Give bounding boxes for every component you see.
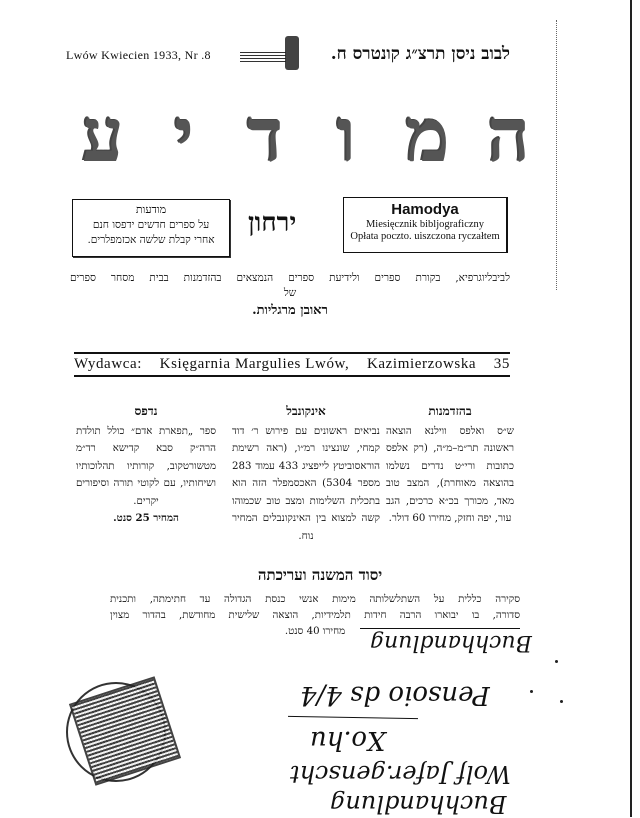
intro-line: לביבליוגרפיא, בקורת ספרים ולידיעת ספרים הנמצאים בהזדמנות בבית מסחר ספרים: [70, 272, 510, 284]
page-edge: [630, 0, 632, 817]
column-heading: בהזדמנות: [428, 404, 472, 418]
title-box: [343, 197, 508, 253]
publication-name: Hamodya: [391, 201, 459, 218]
handwritten-line: Wolf Jafer.genscht: [290, 760, 512, 788]
masthead-letter: מ: [395, 95, 459, 175]
column-body: נביאים ראשונים עם פירוש ר׳ דוד קמחי, שונצינו רמ״ו, (ראה רשימת הוראסוביטץ לייפציג 433 עמוד 283 מספר 5304) האכסמפלר הזה הוא בתכלית השלימות ומצב טוב שכמוהו קשה למצוא בין האינקונבלים המחיר נוח.: [232, 425, 380, 542]
bookseller-name: ראובן מרגליות.: [252, 303, 328, 318]
column-opportunity: [386, 403, 514, 528]
intro-line: של: [283, 287, 297, 299]
masthead-letter: ד: [232, 95, 296, 175]
section-line: סדורה, בו יבוארו הרבה חידות תלמידיות, הוצאה שלישית מחודשת, בהדור מצוין: [110, 610, 520, 621]
intro-block: [70, 272, 510, 318]
column-incunabula: [232, 403, 380, 545]
section-price: מחירו 40 סנט.: [284, 626, 346, 637]
column-price: המחיר 25 סנט.: [113, 512, 179, 524]
handwritten-underline: [360, 628, 520, 629]
notice-line: אחרי קבלת שלשה אכזמפלרים.: [87, 234, 215, 246]
column-heading: אינקונבל: [286, 404, 326, 418]
notice-line: על ספרים חדשים ידפסו חנם: [92, 219, 210, 231]
publisher-name: Księgarnia Margulies Lwów,: [159, 356, 350, 372]
section-title: יסוד המשנה ועריכתה: [257, 566, 383, 584]
handwritten-line: Buchhandlung: [330, 790, 507, 818]
publisher-street: Kazimierzowska: [366, 356, 477, 372]
column-printed: [76, 403, 216, 528]
ink-smudge-lines: [240, 52, 286, 62]
masthead-letter: י: [151, 95, 215, 175]
frequency-label: ירחון: [248, 208, 297, 238]
notice-title: מודעות: [135, 203, 167, 216]
handwritten-line: Pensoio ds 4/4: [300, 680, 490, 710]
handwritten-line: Buchhandlung: [370, 630, 532, 655]
notice-box: [72, 199, 230, 257]
fold-line: [556, 20, 558, 290]
dateline-hebrew: לבוב ניסן תרצ״ג קונטרס ח.: [330, 44, 510, 64]
ink-speck: [560, 700, 563, 703]
handwritten-line: Xo.hu: [310, 725, 386, 755]
column-body: ספר „תפארת אדם״ כולל תולדת הרה״ק סבא קדישא רד״מ מטשורטקוב, קורותיו תהלוכותיו ושיחותיו, עם לקוטי תורה וסיפורים יקרים.: [76, 425, 216, 507]
column-body: ש״ס ואלפס ווילנא הוצאה ראשונה תר״מ–מ״ה, (רק אלפס כתובות ורי״ט נדרים נשלמו בהוצאה מאוחרת), המצב טוב מאד, מכורך בכ״א כרכים, הגב עור, יפה וחזק, מחירו 60 דולר.: [386, 425, 514, 524]
column-heading: נדפס: [134, 404, 158, 418]
handwritten-underline: [288, 716, 418, 719]
masthead-letter: ו: [314, 95, 378, 175]
ink-speck: [555, 660, 558, 663]
publisher-bar: [74, 352, 510, 377]
publisher-number: 35: [493, 356, 510, 372]
ink-smudge: [285, 36, 299, 70]
masthead-letter: ה: [476, 95, 540, 175]
masthead-letter: ע: [70, 95, 134, 175]
publisher-label: Wydawca:: [74, 356, 143, 372]
ink-speck: [530, 690, 533, 693]
publication-subtitle: Miesięcznik bibljograficzny: [365, 219, 485, 230]
dateline-polish: Lwów Kwiecien 1933, Nr .8: [66, 48, 211, 62]
postage-note: Opłata poczto. uiszczona ryczałtem: [350, 231, 500, 242]
section-line: סקירה כללית על השתלשלותה מימות אנשי כנסת הגדולה עד חתימתה, ותכנית: [110, 594, 520, 605]
masthead-title: [70, 92, 540, 185]
